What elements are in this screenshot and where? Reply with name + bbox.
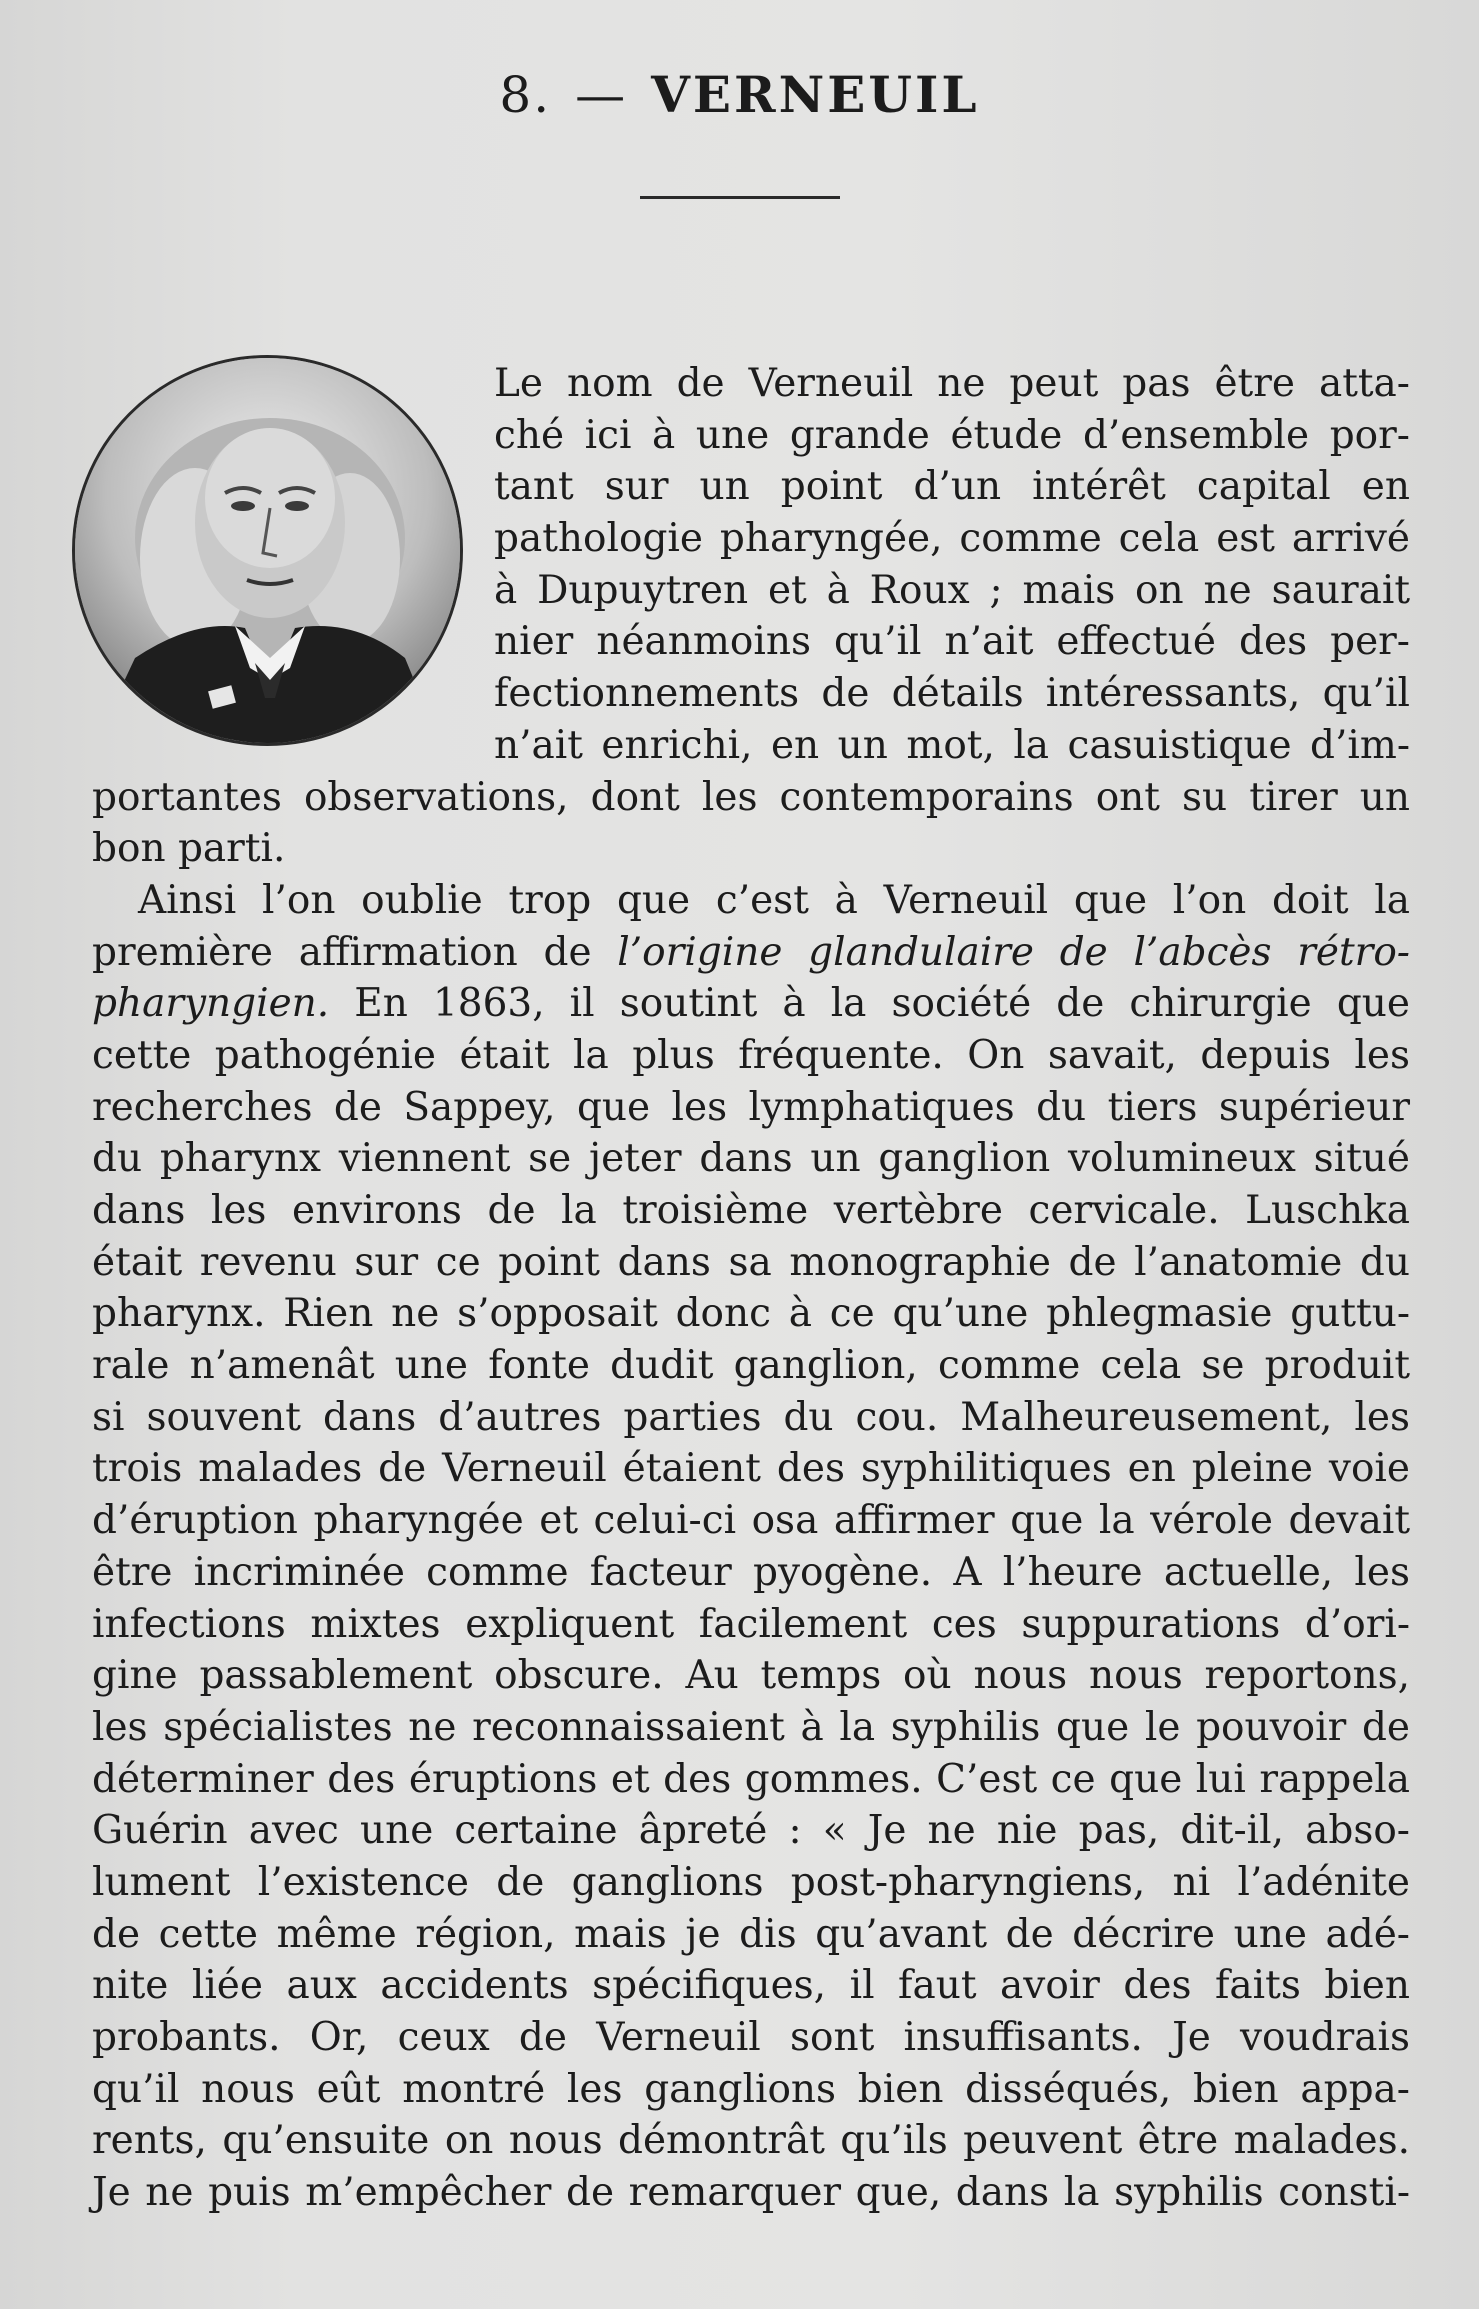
text-line: nite liée aux accidents spécifiques, il faut avoir des faits bien [92, 1963, 1410, 2009]
text-line: dans les environs de la troisième vertèbre cervicale. Luschka [92, 1188, 1410, 1233]
text-line: fectionnements de détails intéressants, qu’il [494, 671, 1410, 717]
text-line: était revenu sur ce point dans sa monographie de l’anatomie du [92, 1239, 1410, 1285]
text-line: les spécialistes ne reconnaissaient à la syphilis que le pouvoir de [92, 1704, 1410, 1750]
text-line: pharynx. Rien ne s’opposait donc à ce qu’une phlegmasie guttu- [92, 1291, 1410, 1337]
text-line: d’éruption pharyngée et celui-ci osa affirmer que la vérole devait [92, 1498, 1410, 1544]
text-line: recherches de Sappey, que les lymphatiques du tiers supérieur [92, 1084, 1410, 1130]
text-line: de cette même région, mais je dis qu’avant de décrire une adé- [92, 1911, 1410, 1957]
text-line: portantes observations, dont les contemporains ont su tirer un [92, 774, 1410, 820]
text-line: du pharynx viennent se jeter dans un ganglion volumineux situé [92, 1136, 1410, 1182]
text-line: gine passablement obscure. Au temps où nous nous reportons, [92, 1653, 1410, 1699]
text-line: être incriminée comme facteur pyogène. A l’heure actuelle, les [92, 1549, 1410, 1595]
title-rule [640, 196, 840, 199]
text-line: qu’il nous eût montré les ganglions bien disséqués, bien appa- [92, 2066, 1410, 2112]
chapter-number: 8. [499, 66, 552, 124]
text-line: bon parti. [92, 826, 286, 872]
text-line: tant sur un point d’un intérêt capital en [494, 464, 1410, 510]
text-line: Le nom de Verneuil ne peut pas être atta- [494, 361, 1410, 406]
text-fragment: En 1863, il soutint à la société de chirurgie que [354, 981, 1410, 1027]
text-fragment: première affirmation de [92, 929, 592, 975]
text-line-mixed [92, 927, 1410, 979]
text-line: à Dupuytren et à Roux ; mais on ne saurait [494, 567, 1410, 613]
text-line: trois malades de Verneuil étaient des syphilitiques en pleine voie [92, 1446, 1410, 1492]
text-line: Ainsi l’on oublie trop que c’est à Verneuil que l’on doit la [138, 877, 1410, 923]
title-dash: — [575, 66, 628, 124]
text-line: lument l’existence de ganglions post-pharyngiens, ni l’adénite [92, 1859, 1410, 1905]
chapter-title [0, 60, 1479, 130]
italic-phrase: pharyngien. [92, 981, 330, 1027]
text-line: infections mixtes expliquent facilement ces suppurations d’ori- [92, 1601, 1410, 1647]
text-line: pathologie pharyngée, comme cela est arrivé [494, 516, 1410, 562]
text-line: rale n’amenât une fonte dudit ganglion, comme cela se produit [92, 1343, 1410, 1389]
text-line: ché ici à une grande étude d’ensemble por- [494, 412, 1410, 458]
body-text [92, 358, 1410, 2219]
text-line: nier néanmoins qu’il n’ait effectué des per- [494, 619, 1410, 665]
text-line: rents, qu’ensuite on nous démontrât qu’ils peuvent être malades. [92, 2118, 1410, 2164]
text-line-mixed [92, 978, 1410, 1030]
text-line: Je ne puis m’empêcher de remarquer que, dans la syphilis consti- [92, 2170, 1410, 2216]
italic-phrase: l’origine glandulaire de l’abcès rétro- [617, 929, 1410, 975]
text-line: cette pathogénie était la plus fréquente. On savait, depuis les [92, 1032, 1410, 1078]
text-line: n’ait enrichi, en un mot, la casuistique d’im- [494, 722, 1410, 768]
text-line: si souvent dans d’autres parties du cou. Malheureusement, les [92, 1394, 1410, 1440]
text-line: probants. Or, ceux de Verneuil sont insuffisants. Je voudrais [92, 2015, 1410, 2060]
text-line: Guérin avec une certaine âpreté : « Je ne nie pas, dit-il, abso- [92, 1808, 1410, 1854]
chapter-name: VERNEUIL [651, 65, 980, 124]
text-line: déterminer des éruptions et des gommes. C’est ce que lui rappela [92, 1756, 1410, 1802]
